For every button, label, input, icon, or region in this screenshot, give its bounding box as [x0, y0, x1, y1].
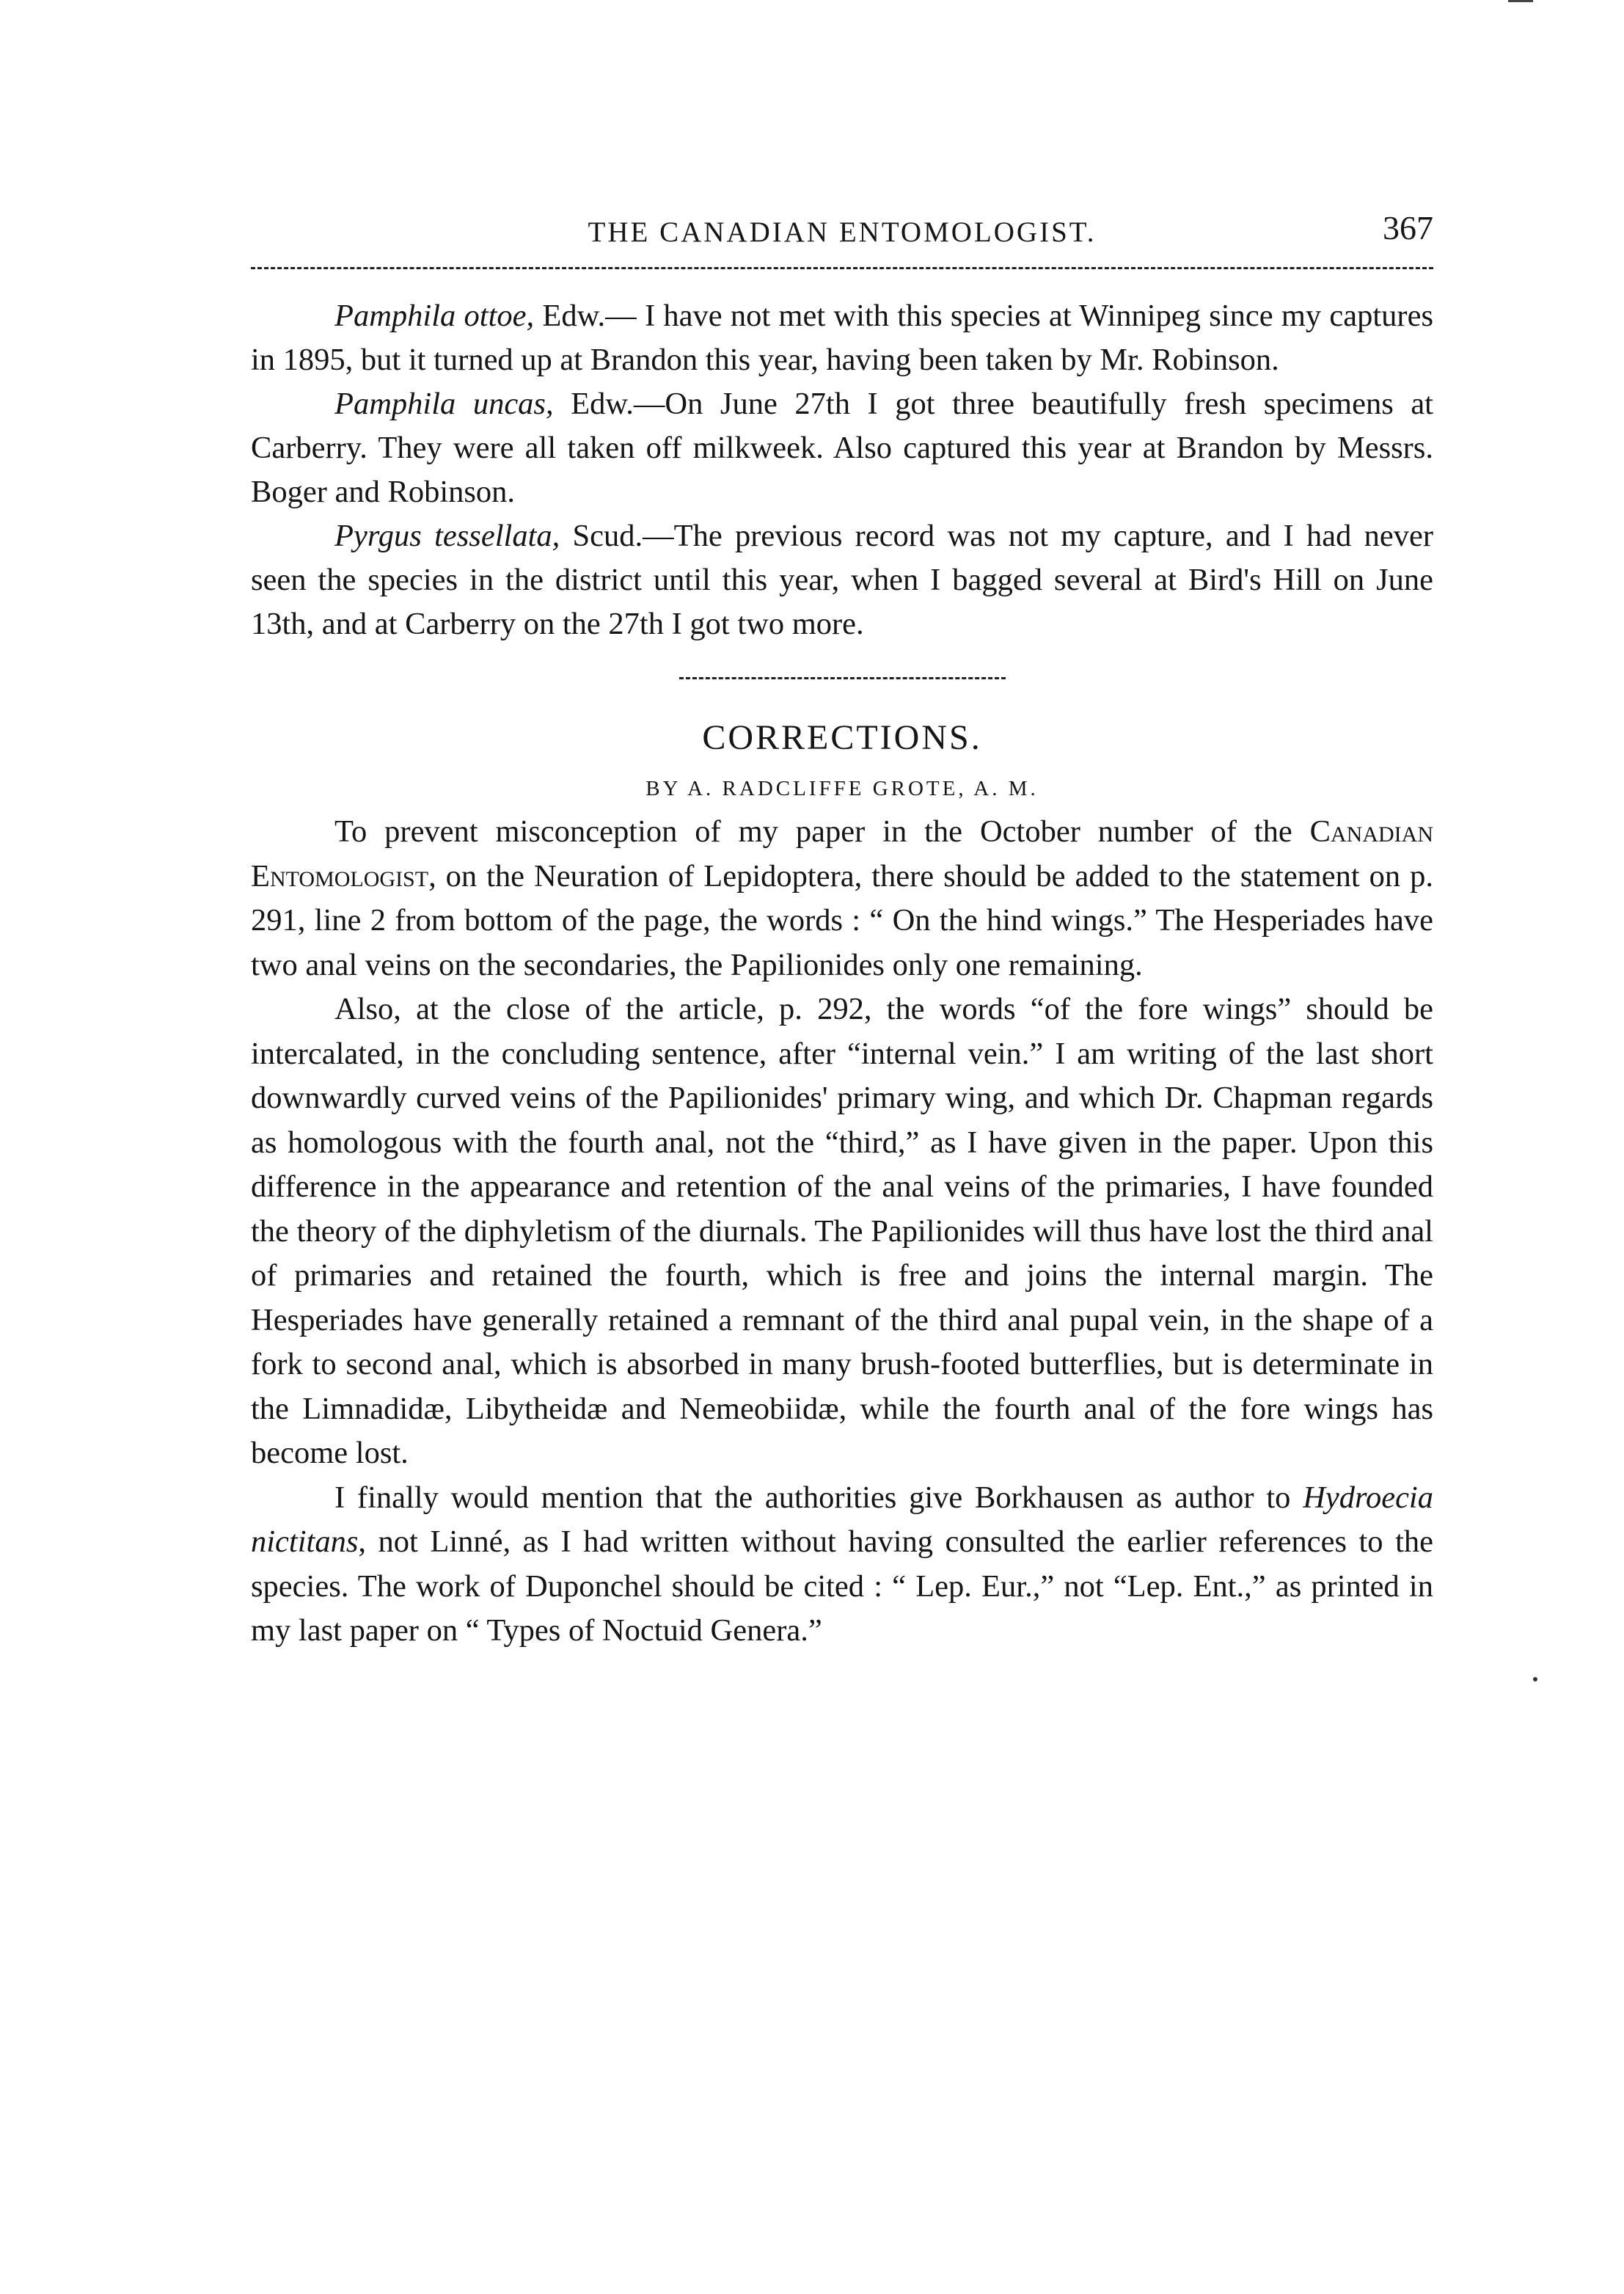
species-name: Pyrgus tessellata, [334, 519, 560, 553]
article-body [251, 810, 1433, 1654]
page-number: 367 [1383, 209, 1433, 246]
paragraph-text: I finally would mention that the authorities give Borkhausen as author to [334, 1480, 1303, 1515]
scan-margin-speck [1533, 1677, 1537, 1681]
paragraph-text: To prevent misconception of my paper in the October number of the [334, 814, 1310, 849]
species-name: Pamphila uncas, [334, 387, 554, 421]
scan-corner-mark [1508, 0, 1533, 2]
article-paragraph: Also, at the close of the article, p. 292, the words “of the fore wings” should be intercalated, in the concluding sentence, after “internal vein.” I am writing of the last short downwardly curved veins of the Papilionides' primary wing, and which Dr. Chapman regards as homologous with the fourth anal, not the “third,” as I have given in the paper. Upon this difference in the appearance and retention of the anal veins of the primaries, I have founded the theory of the diphyletism of the diurnals. The Papilionides will thus have lost the third anal of primaries and retained the fourth, which is free and joins the internal margin. The Hesperiades have generally retained a remnant of the third anal pupal vein, in the shape of a fork to second anal, which is absorbed in many brush-footed butterflies, but is determinate in the Limnadidæ, Libytheidæ and Nemeobiidæ, while the fourth anal of the fore wings has become lost. [251, 992, 1433, 1470]
article-paragraph [251, 810, 1433, 987]
journal-page [251, 209, 1433, 1654]
running-head [251, 209, 1433, 258]
note-paragraph [251, 514, 1433, 646]
species-notes [251, 294, 1433, 646]
section-separator [679, 677, 1006, 679]
article-title: CORRECTIONS. [702, 718, 982, 757]
species-name: Hydroecia nictitans [251, 1480, 1433, 1559]
note-text: Scud.—The previous record was not my capture, and I had never seen the species in the district until this year, when I bagged several at Bird's Hill on June 13th, and at Carberry on the 27th I got two more. [251, 519, 1433, 641]
note-text: Edw.—On June 27th I got three beautifully fresh specimens at Carberry. They were all taken off milkweek. Also captured this year at Brandon by Messrs. Boger and Robinson. [251, 387, 1433, 509]
article-byline: BY A. RADCLIFFE GROTE, A. M. [645, 777, 1039, 800]
note-paragraph [251, 294, 1433, 382]
article-paragraph [251, 1476, 1433, 1654]
note-text: Edw.— I have not met with this species at Winnipeg since my captures in 1895, but it turned up at Brandon this year, having been taken by Mr. Robinson. [251, 299, 1433, 377]
note-paragraph [251, 382, 1433, 514]
species-name: Pamphila ottoe, [334, 299, 535, 333]
journal-name: Canadian Entomologist [251, 814, 1433, 894]
running-title: THE CANADIAN ENTOMOLOGIST. [588, 216, 1097, 248]
header-rule [251, 267, 1433, 269]
paragraph-text: , on the Neuration of Lepidoptera, there should be added to the statement on p. 291, line 2 from bottom of the page, the words : “ On the hind wings.” The Hesperiades have two anal veins on the secondaries, the Papilionides only one remaining. [251, 858, 1433, 982]
paragraph-text: , not Linné, as I had written without having consulted the earlier references to the species. The work of Duponchel should be cited : “ Lep. Eur.,” not “Lep. Ent.,” as printed in my last paper on “ Types of Noctuid Genera.” [251, 1524, 1433, 1648]
